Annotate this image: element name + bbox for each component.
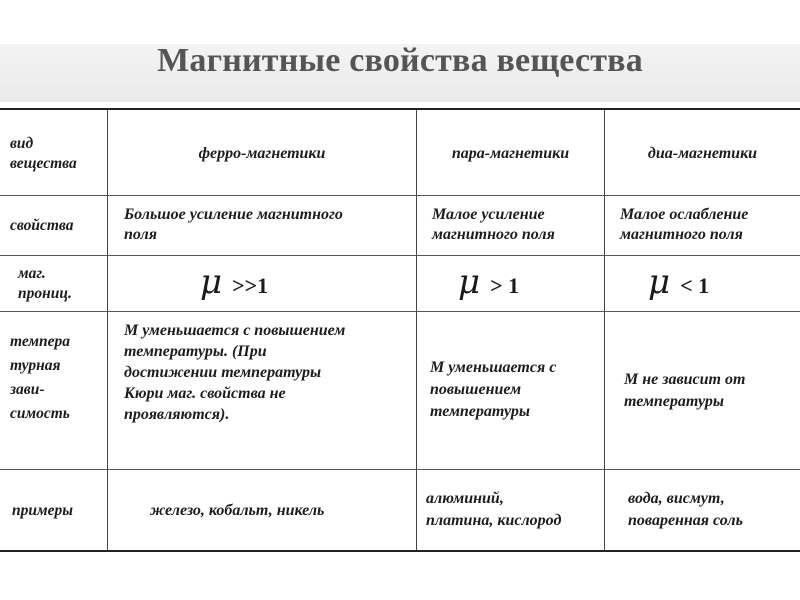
- column-divider: [604, 110, 605, 550]
- properties-dia: Малое ослабление магнитного поля: [620, 206, 749, 243]
- mu-symbol: μ: [458, 262, 481, 302]
- properties-label: свойства: [10, 217, 74, 234]
- column-divider: [416, 110, 417, 550]
- row-divider: [0, 469, 800, 470]
- row-divider: [0, 195, 800, 196]
- mu-symbol: μ: [648, 262, 671, 302]
- row-divider: [0, 311, 800, 312]
- examples-para: алюминий, платина, кислород: [426, 490, 562, 529]
- temperature-ferro: М уменьшается с повышением температуры. (При достижении температуры Кюри маг. свойства не проявляются).: [124, 322, 346, 423]
- permeability-dia-value: < 1: [680, 273, 710, 298]
- properties-ferro: Большое усиление магнитного поля: [124, 206, 343, 243]
- temperature-label: темпера турная зави- симость: [10, 333, 70, 422]
- permeability-dia: [648, 262, 710, 302]
- temperature-para: М уменьшается с повышением температуры: [430, 359, 557, 420]
- permeability-label: маг. прониц.: [18, 265, 72, 302]
- permeability-ferro: [200, 262, 269, 302]
- header-dia: диа-магнетики: [647, 145, 758, 162]
- row-divider: [0, 255, 800, 256]
- column-divider: [107, 110, 108, 550]
- header-label: вид вещества: [10, 135, 77, 172]
- permeability-para-value: > 1: [490, 273, 520, 298]
- mu-symbol: μ: [200, 262, 223, 302]
- examples-ferro: железо, кобальт, никель: [150, 502, 325, 519]
- header-ferro: ферро-магнетики: [198, 145, 326, 162]
- examples-label: примеры: [12, 502, 73, 519]
- permeability-para: [458, 262, 520, 302]
- page-title: Магнитные свойства вещества: [157, 42, 643, 79]
- permeability-ferro-value: >>1: [232, 273, 269, 298]
- examples-dia: вода, висмут, поваренная соль: [628, 490, 743, 529]
- header-para: пара-магнетики: [451, 145, 570, 162]
- temperature-dia: М не зависит от температуры: [624, 371, 746, 410]
- properties-table: [0, 108, 800, 552]
- properties-para: Малое усиление магнитного поля: [432, 206, 555, 243]
